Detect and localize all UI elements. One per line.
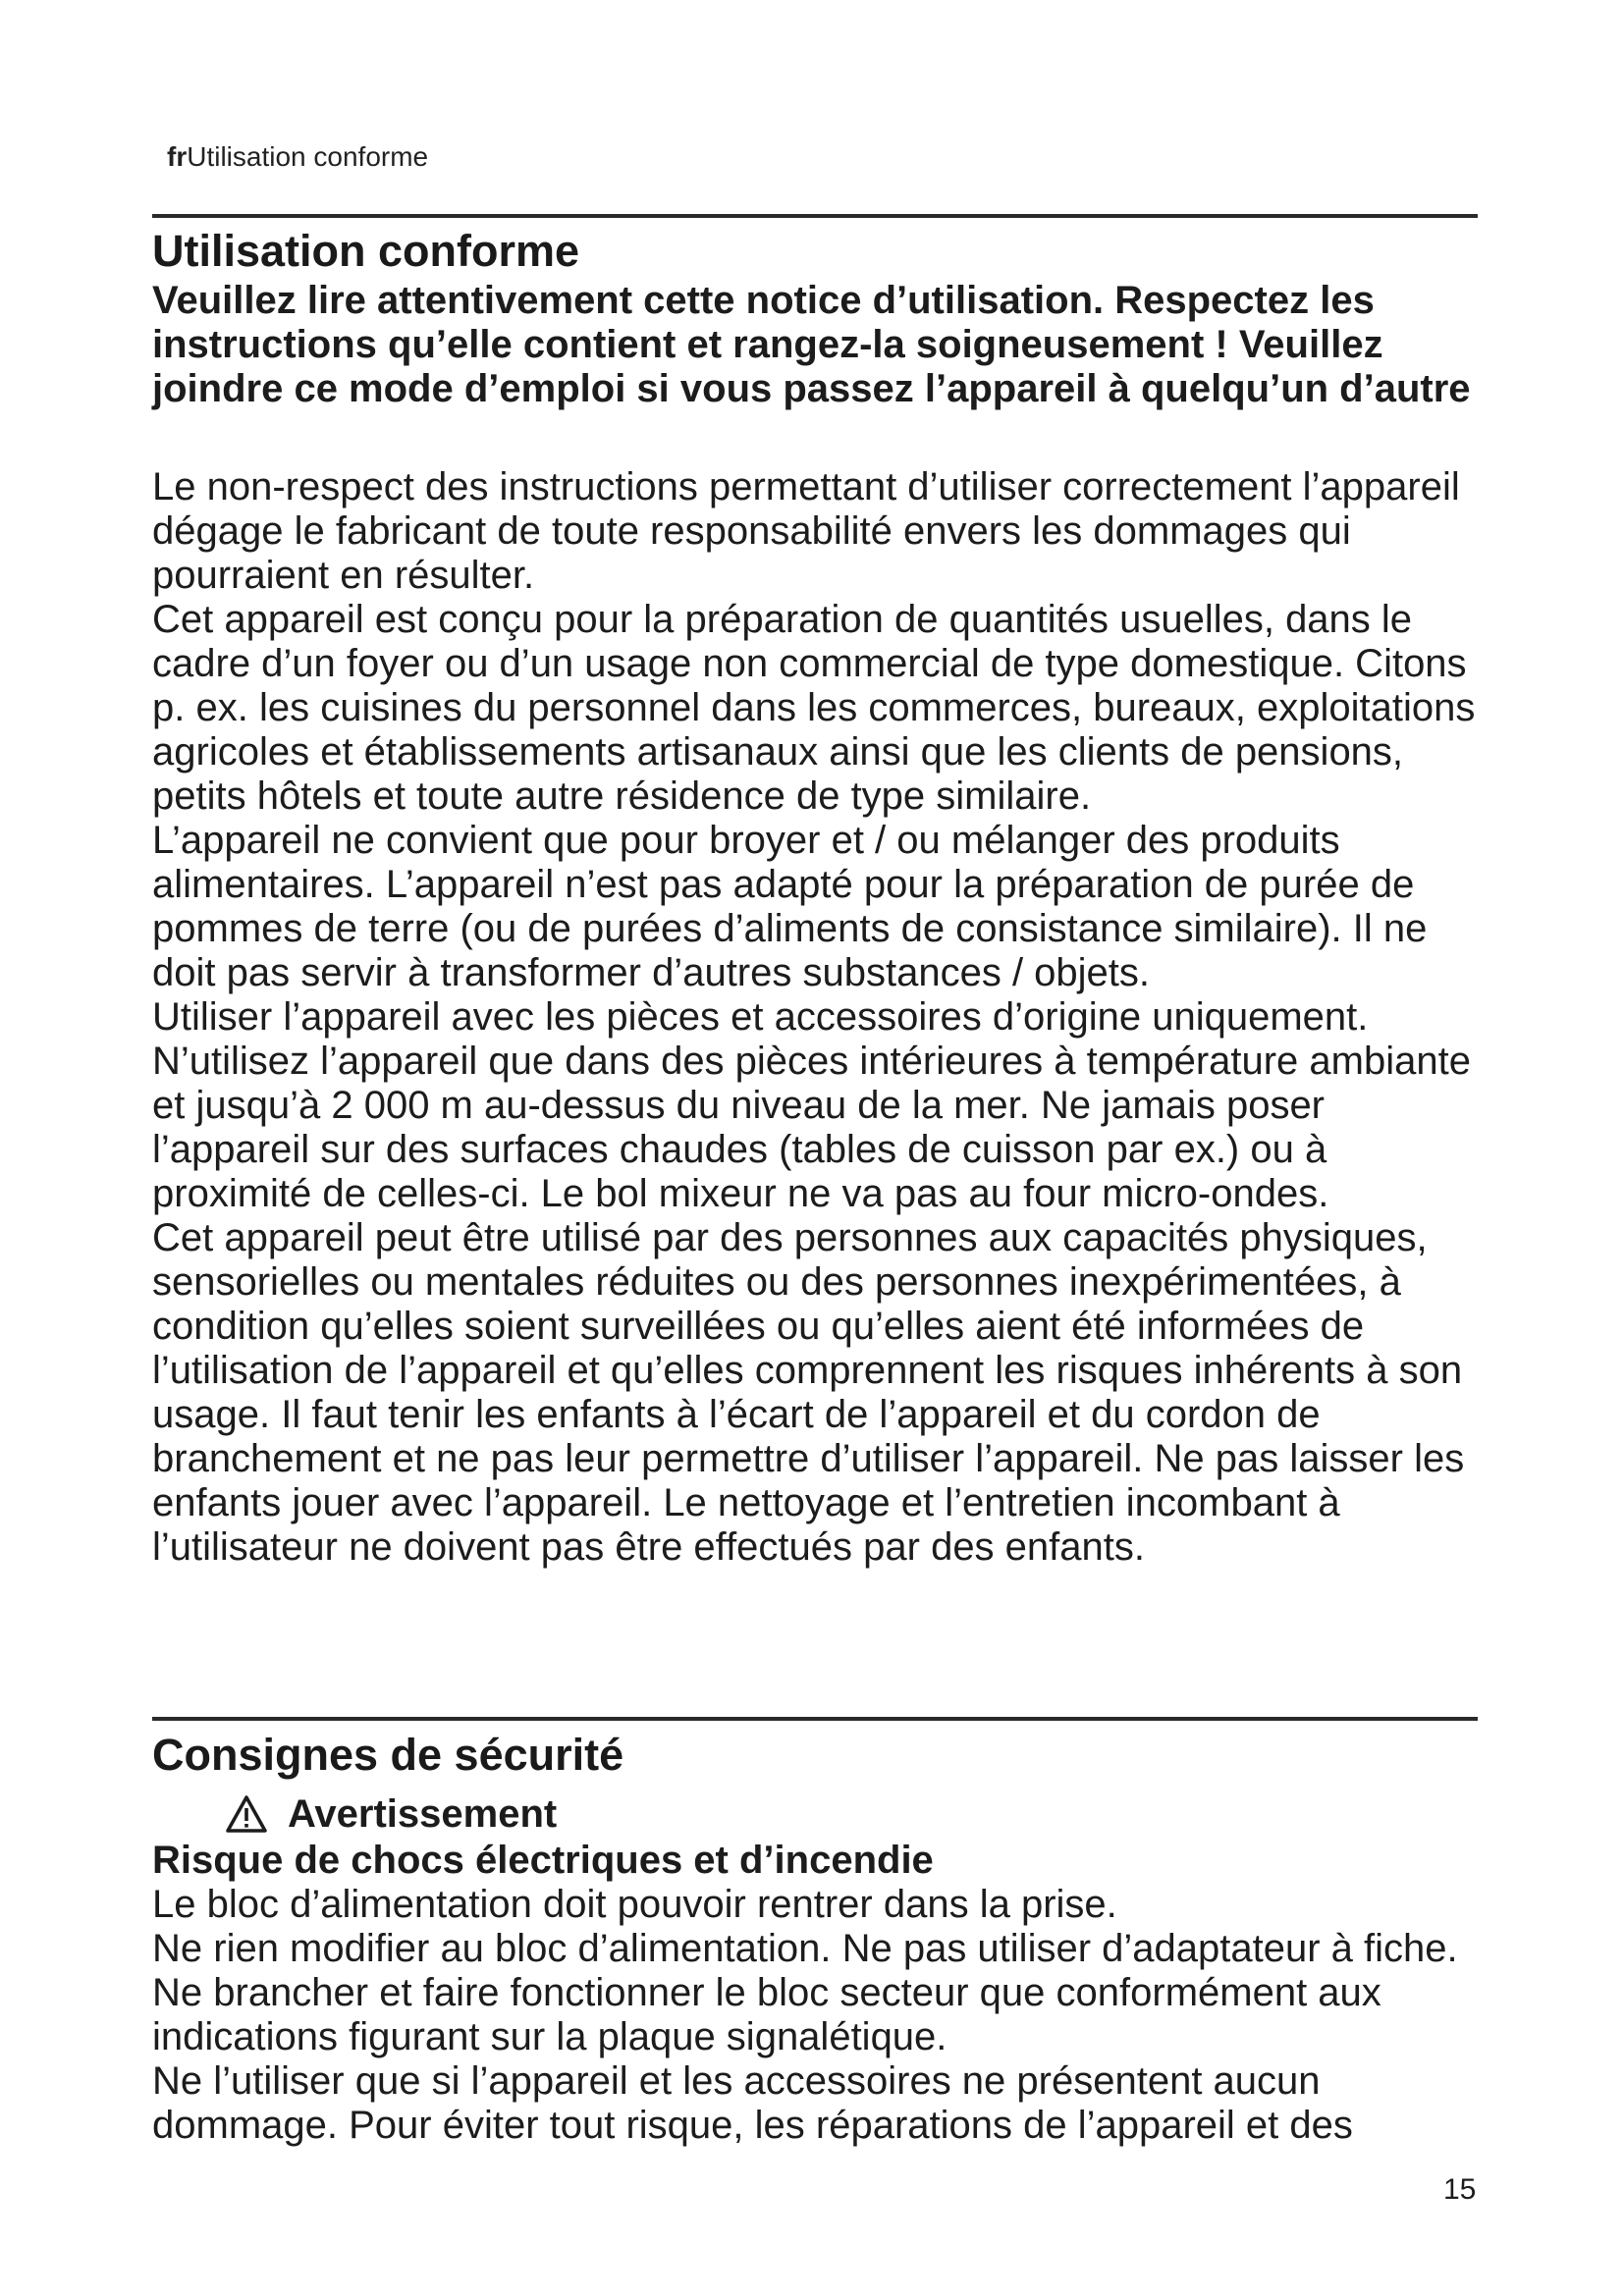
paragraph-power-supply: Le bloc d’alimentation doit pouvoir rentrer dans la prise. (152, 1883, 1117, 1926)
header-title: Utilisation conforme (187, 141, 429, 172)
section-divider-top (152, 214, 1478, 218)
paragraph-persons-children: Cet appareil peut être utilisé par des personnes aux capacités physiques, sensorielles ou mentales réduites ou des personnes inexpérimentées, à condition qu’elles soient surveillées ou qu’elles aient été informées de l’utilisation de l’appareil et qu’elles comprennent les risques inhérents à son usage. Il faut tenir les enfants à l’écart de l’appareil et du cordon de branchement et ne pas leur permettre d’utiliser l’appareil. Ne pas laisser les enfants jouer avec l’appareil. Le nettoyage et l’entretien incombant à l’utilisateur ne doivent pas être effectués par des enfants. (152, 1216, 1465, 1569)
paragraph-food-only: L’appareil ne convient que pour broyer et / ou mélanger des produits alimentaires. L’appareil n’est pas adapté pour la préparation de purée de pommes de terre (ou de purées d’aliments de consistance similaire). Il ne doit pas servir à transformer d’autres substances / objets. (152, 819, 1428, 994)
page-number: 15 (1443, 2173, 1477, 2206)
paragraph-original-parts: Utiliser l’appareil avec les pièces et accessoires d’origine uniquement. (152, 995, 1369, 1039)
subheading-electric-shock: Risque de chocs électriques et d’incendie (152, 1839, 934, 1882)
paragraph-indoor-use: N’utilisez l’appareil que dans des pièces intérieures à température ambiante et jusqu’à 2 000 m au-dessus du niveau de la mer. Ne jamais poser l’appareil sur des surfaces chaudes (tables de cuisson par ex.) ou à proximité de celles-ci. Le bol mixeur ne va pas au four micro-ondes. (152, 1040, 1471, 1215)
warning-label: Avertissement (288, 1792, 558, 1836)
section-title-safety: Consignes de sécurité (152, 1730, 624, 1780)
intro-instructions: Veuillez lire attentivement cette notice d’utilisation. Respectez les instructions qu’elle contient et rangez-la soigneusement ! Veuillez joindre ce mode d’emploi si vous passez l’appareil à quelqu’un d’autre (152, 279, 1471, 410)
header-language-code: fr (167, 141, 188, 172)
section-title-utilisation: Utilisation conforme (152, 226, 580, 276)
paragraph-damage: Ne l’utiliser que si l’appareil et les accessoires ne présentent aucun dommage. Pour éviter tout risque, les réparations de l’appareil et des (152, 2059, 1353, 2147)
paragraph-liability: Le non-respect des instructions permettant d’utiliser correctement l’appareil dégage le fabricant de toute responsabilité envers les dommages qui pourraient en résulter. (152, 465, 1460, 597)
section1-body (152, 465, 1488, 1570)
paragraph-no-modification: Ne rien modifier au bloc d’alimentation. Ne pas utiliser d’adaptateur à fiche. Ne brancher et faire fonctionner le bloc secteur que conformément aux indications figurant sur la plaque signalétique. (152, 1927, 1458, 2058)
section2-body (152, 1883, 1488, 2148)
running-header (167, 140, 428, 174)
warning-triangle-icon (225, 1794, 268, 1834)
paragraph-household-use: Cet appareil est conçu pour la préparation de quantités usuelles, dans le cadre d’un foyer ou d’un usage non commercial de type domestique. Citons p. ex. les cuisines du personnel dans les commerces, bureaux, exploitations agricoles et établissements artisanaux ainsi que les clients de pensions, petits hôtels et toute autre résidence de type similaire. (152, 598, 1476, 818)
section-divider-safety (152, 1717, 1478, 1721)
warning-row (225, 1791, 557, 1837)
